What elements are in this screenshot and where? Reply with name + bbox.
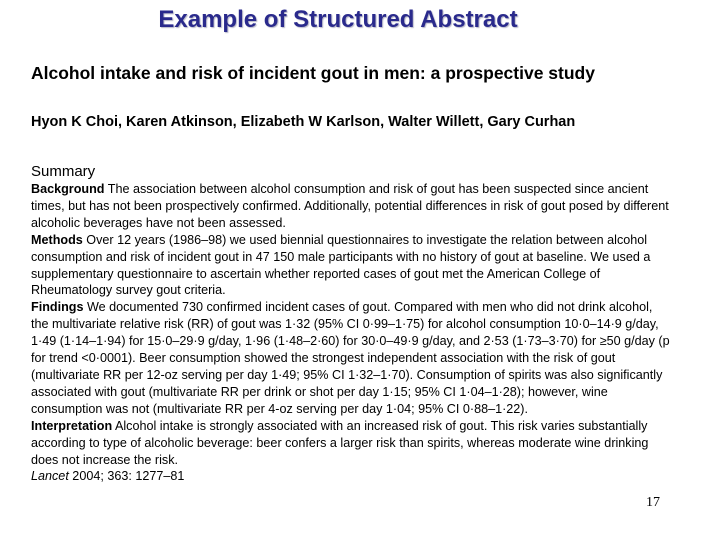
section-label: Findings [31, 300, 84, 315]
citation-details: 2004; 363: 1277–81 [68, 469, 185, 484]
section-label: Background [31, 182, 105, 196]
section-text: Over 12 years (1986–98) we used biennial questionnaires to investigate the relation between alcohol consumption and risk of incident gout in 47 150 male participants with no history of gout at baseline. We used a supplementary questionnaire to ascertain whether reported cases of gout met the American College of Rheumatology survey gout criteria. [31, 232, 651, 298]
abstract-section-background [31, 181, 671, 232]
authors: Hyon K Choi, Karen Atkinson, Elizabeth W Karlson, Walter Willett, Gary Curhan [31, 114, 576, 130]
abstract-section-methods [31, 232, 671, 300]
section-text: The association between alcohol consumption and risk of gout has been suspected since ancient times, but has not been prospectively confirmed. Additionally, potential differences in risk of gout posed by different alcoholic beverages have not been assessed. [31, 182, 669, 230]
abstract-body [31, 181, 671, 485]
abstract-section-interpretation [31, 418, 671, 469]
slide-title: Example of Structured Abstract [158, 6, 518, 33]
citation [31, 468, 671, 485]
section-label: Methods [31, 232, 83, 247]
section-text: We documented 730 confirmed incident cases of gout. Compared with men who did not drink alcohol, the multivariate relative risk (RR) of gout was 1·32 (95% CI 0·99–1·75) for alcohol consumption 10·0–14·9 g/day, 1·49 (1·14–1·94) for 15·0–29·9 g/day, 1·96 (1·48–2·60) for 30·0–49·9 g/day, and 2·53 (1·73–3·70) for ≥50 g/day (p for trend <0·0001). Beer consumption showed the strongest independent association with the risk of gout (multivariate RR per 12-oz serving per day 1·49; 95% CI 1·32–1·70). Consumption of spirits was also significantly associated with gout (multivariate RR per drink or shot per day 1·15; 95% CI 1·04–1·28); however, wine consumption was not (multivariate RR per 4-oz serving per day 1·04; 95% CI 0·88–1·22). [31, 300, 670, 416]
section-label: Interpretation [31, 418, 113, 433]
article-title: Alcohol intake and risk of incident gout in men: a prospective study [31, 63, 595, 83]
summary-heading: Summary [31, 163, 96, 180]
page-number: 17 [646, 495, 660, 510]
section-text: Alcohol intake is strongly associated with an increased risk of gout. This risk varies substantially according to type of alcoholic beverage: beer confers a larger risk than spirits, whereas moderate wine drinking does not increase the risk. [31, 418, 649, 467]
citation-journal: Lancet [31, 469, 69, 484]
abstract-section-findings [31, 299, 671, 417]
